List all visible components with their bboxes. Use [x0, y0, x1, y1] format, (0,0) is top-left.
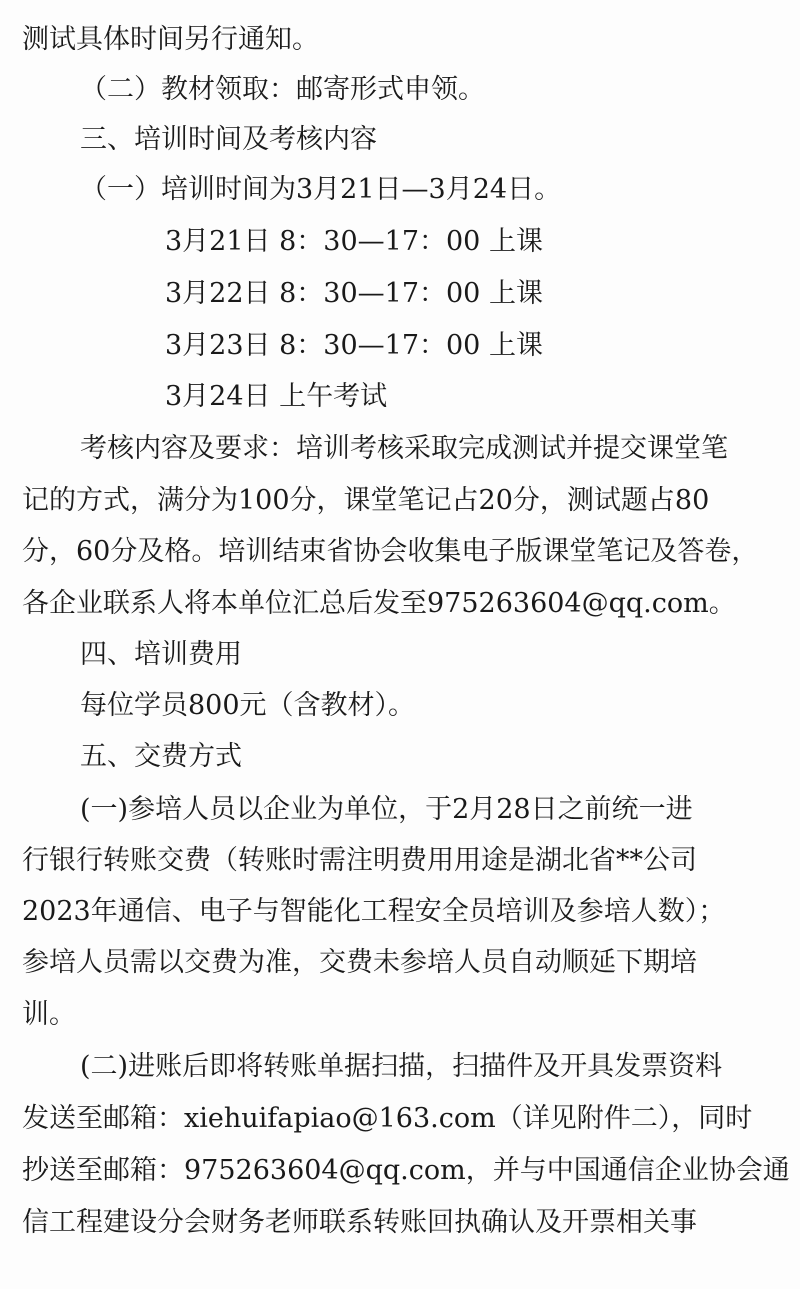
- text-line: 分，60分及格。培训结束省协会收集电子版课堂笔记及答卷，: [22, 536, 759, 567]
- section-heading: 四、培训费用: [80, 639, 242, 670]
- text-line: 发送至邮箱：xiehuifapiao@163.com（详见附件二），同时: [22, 1103, 753, 1134]
- text-line: 抄送至邮箱：975263604@qq.com，并与中国通信企业协会通: [22, 1155, 790, 1186]
- text-line: 考核内容及要求：培训考核采取完成测试并提交课堂笔: [80, 433, 728, 464]
- text-line: 参培人员需以交费为准，交费未参培人员自动顺延下期培: [22, 947, 697, 978]
- text-line: 2023年通信、电子与智能化工程安全员培训及参培人数）；: [22, 896, 726, 927]
- schedule-line: 3月23日 8：30—17：00 上课: [165, 330, 543, 361]
- text-line: 每位学员800元（含教材）。: [80, 690, 416, 721]
- section-heading: 三、培训时间及考核内容: [80, 124, 377, 155]
- text-line: 各企业联系人将本单位汇总后发至975263604@qq.com。: [22, 588, 736, 619]
- text-line: 测试具体时间另行通知。: [22, 24, 319, 55]
- text-line: （一）培训时间为3月21日—3月24日。: [80, 174, 562, 205]
- text-line: (一)参培人员以企业为单位，于2月28日之前统一进: [80, 794, 693, 825]
- schedule-line: 3月22日 8：30—17：00 上课: [165, 278, 543, 309]
- text-line: （二）教材领取：邮寄形式申领。: [80, 74, 485, 105]
- text-line: 训。: [22, 999, 76, 1030]
- schedule-line: 3月24日 上午考试: [165, 381, 388, 412]
- text-line: 信工程建设分会财务老师联系转账回执确认及开票相关事: [22, 1207, 697, 1238]
- text-line: 记的方式，满分为100分，课堂笔记占20分，测试题占80: [22, 485, 710, 516]
- text-line: (二)进账后即将转账单据扫描，扫描件及开具发票资料: [80, 1051, 723, 1082]
- schedule-line: 3月21日 8：30—17：00 上课: [165, 226, 543, 257]
- section-heading: 五、交费方式: [80, 741, 242, 772]
- text-line: 行银行转账交费（转账时需注明费用用途是湖北省**公司: [22, 845, 697, 876]
